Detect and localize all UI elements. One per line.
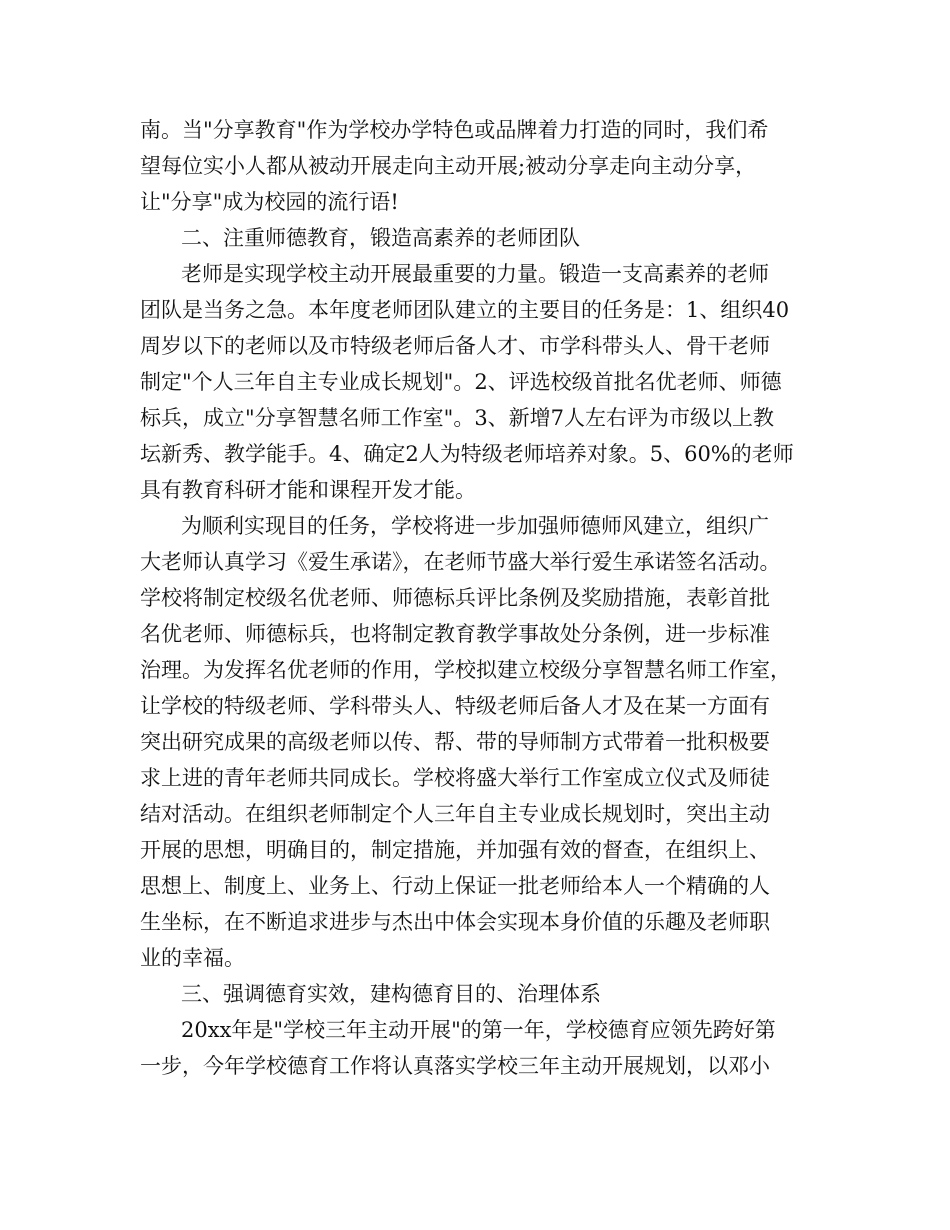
text-line: 团队是当务之急。本年度老师团队建立的主要目的任务是：1、组织40 [140, 298, 790, 322]
text-line: 治理。为发挥名优老师的作用，学校拟建立校级分享智慧名师工作室， [140, 658, 791, 682]
text-line: 业的幸福。 [140, 946, 245, 970]
text-line: 学校将制定校级名优老师、师德标兵评比条例及奖励措施，表彰首批 [140, 586, 770, 610]
text-line: 大老师认真学习《爱生承诺》，在老师节盛大举行爱生承诺签名活动。 [140, 550, 781, 574]
text-line: 一步，今年学校德育工作将认真落实学校三年主动开展规划，以邓小 [140, 1054, 770, 1078]
text-line: 突出研究成果的高级老师以传、帮、带的导师制方式带着一批积极要 [140, 730, 770, 754]
text-line: 具有教育科研才能和课程开发才能。 [140, 478, 476, 502]
text-line: 名优老师、师德标兵，也将制定教育教学事故处分条例，进一步标准 [140, 622, 770, 646]
text-line: 周岁以下的老师以及市特级老师后备人才、市学科带头人、骨干老师 [140, 334, 770, 358]
text-line: 求上进的青年老师共同成长。学校将盛大举行工作室成立仪式及师徒 [140, 766, 770, 790]
text-line: 让学校的特级老师、学科带头人、特级老师后备人才及在某一方面有 [140, 694, 770, 718]
text-line: 让"分享"成为校园的流行语! [140, 190, 399, 214]
section-heading: 三、强调德育实效，建构德育目的、治理体系 [181, 982, 601, 1006]
text-line: 开展的思想，明确目的，制定措施，并加强有效的督查，在组织上、 [140, 838, 770, 862]
section-heading: 二、注重师德教育，锻造高素养的老师团队 [181, 226, 580, 250]
text-line: 结对活动。在组织老师制定个人三年自主专业成长规划时，突出主动 [140, 802, 770, 826]
text-line: 望每位实小人都从被动开展走向主动开展;被动分享走向主动分享， [140, 154, 757, 178]
text-line: 制定"个人三年自主专业成长规划"。2、评选校级首批名优老师、师德 [140, 370, 782, 394]
text-line: 老师是实现学校主动开展最重要的力量。锻造一支高素养的老师 [181, 262, 769, 286]
text-line: 为顺利实现目的任务，学校将进一步加强师德师风建立，组织广 [181, 514, 769, 538]
text-line: 南。当"分享教育"作为学校办学特色或品牌着力打造的同时，我们希 [140, 118, 769, 142]
text-line: 坛新秀、教学能手。4、确定2人为特级老师培养对象。5、60%的老师 [140, 442, 794, 466]
text-line: 标兵，成立"分享智慧名师工作室"。3、新增7人左右评为市级以上教 [140, 406, 775, 430]
text-line: 生坐标，在不断追求进步与杰出中体会实现本身价值的乐趣及老师职 [140, 910, 770, 934]
text-line: 思想上、制度上、业务上、行动上保证一批老师给本人一个精确的人 [140, 874, 770, 898]
text-line: 20xx年是"学校三年主动开展"的第一年，学校德育应领先跨好第 [181, 1018, 776, 1042]
